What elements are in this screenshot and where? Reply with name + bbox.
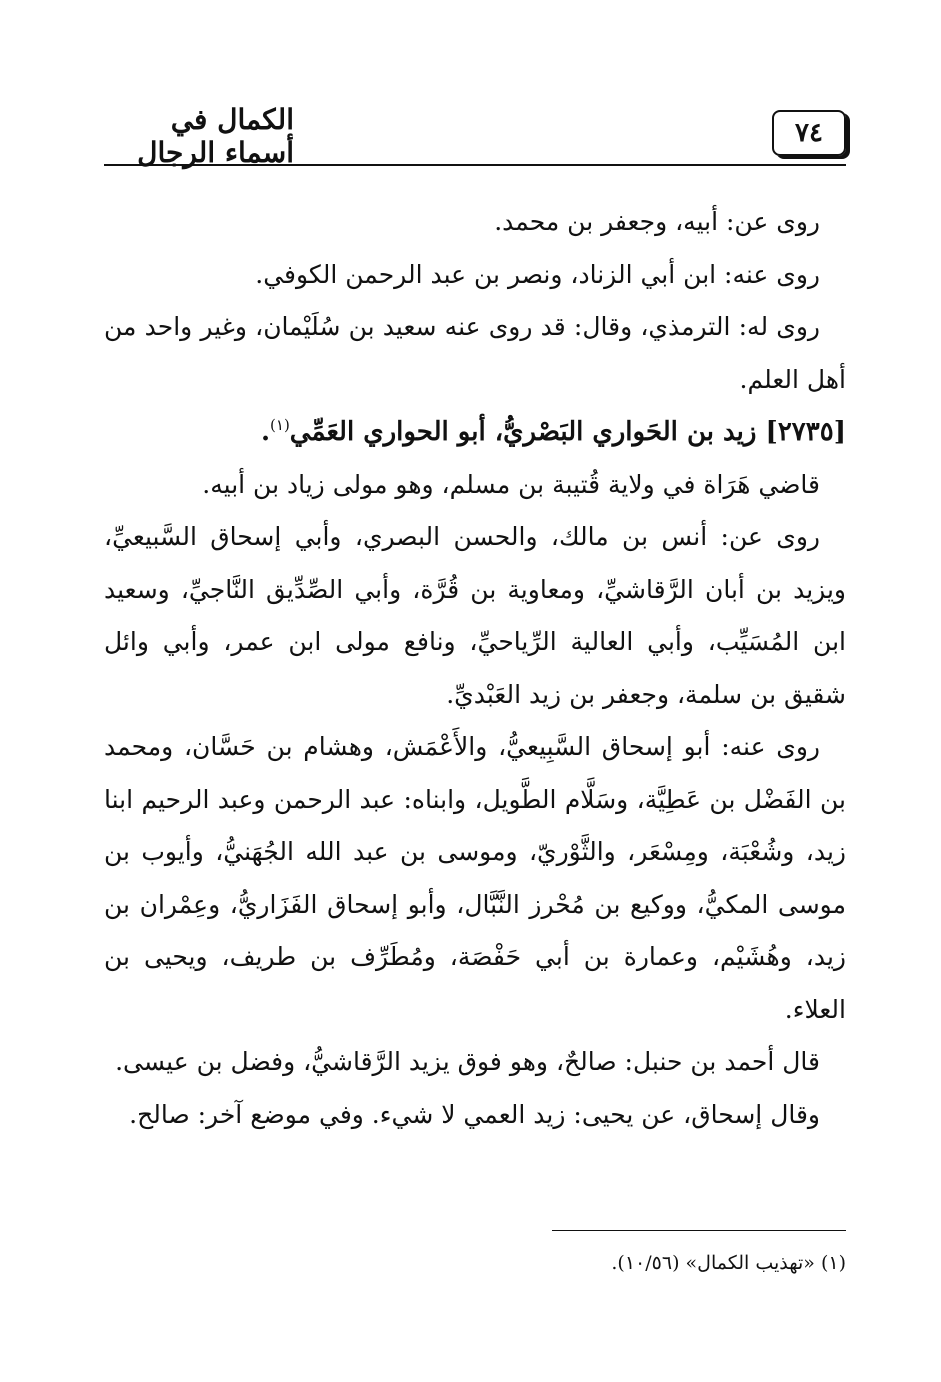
footnote-divider	[552, 1230, 846, 1231]
paragraph-entry-narrated-from: روى عن: أنس بن مالك، والحسن البصري، وأبي إسحاق السَّبيعيِّ، ويزيد بن أبان الرَّقاشيِّ، ومعاوية بن قُرَّة، وأبي الصِّدِّيق النَّاجيِّ، وسعيد ابن المُسَيِّب، وأبي العالية الرِّياحيِّ، ونافع مولى ابن عمر، وأبي وائل شقيق بن سلمة، وجعفر بن زيد العَبْديِّ.	[104, 522, 846, 709]
paragraph-entry-ahmad-opinion: قال أحمد بن حنبل: صالحٌ، وهو فوق يزيد الرَّقاشيُّ، وفضل بن عيسى.	[115, 1047, 820, 1076]
page-header	[104, 103, 846, 169]
paragraph-reported-by: روى له: الترمذي، وقال: قد روى عنه سعيد بن سُلَيْمان، وغير واحد من أهل العلم.	[104, 312, 846, 394]
footnote-1: (١) «تهذيب الكمال» (١٠/٥٦).	[611, 1252, 846, 1274]
header-divider	[104, 164, 846, 166]
paragraph-entry-ishaq-opinion: وقال إسحاق، عن يحيى: زيد العمي لا شيء. وفي موضع آخر: صالح.	[129, 1099, 820, 1129]
paragraph-narrated-by: روى عنه: ابن أبي الزناد، ونصر بن عبد الرحمن الكوفي.	[255, 259, 820, 289]
entry-heading-end: .	[260, 417, 271, 447]
entry-heading	[104, 406, 846, 459]
entry-heading-text: [٢٧٣٥] زيد بن الحَواري البَصْريُّ، أبو الحواري العَمِّي	[289, 417, 846, 447]
footnote-section	[104, 1248, 846, 1278]
paragraph-narrated-from: روى عن: أبيه، وجعفر بن محمد.	[494, 207, 820, 236]
main-text	[104, 196, 846, 1141]
paragraph-entry-narrated-by: روى عنه: أبو إسحاق السَّبِيعيُّ، والأَعْمَش، وهشام بن حَسَّان، ومحمد بن الفَضْل بن عَطِيَّة، وسَلَّام الطَّويل، وابناه: عبد الرحمن وعبد الرحيم ابنا زيد، وشُعْبَة، ومِسْعَر، والثَّوْريّ، وموسى بن عبد الله الجُهَنيُّ، وأيوب بن موسى المكيُّ، ووكيع بن مُحْرز النَّبَّال، وأبو إسحاق الفَزَاريُّ، وعِمْران بن زيد، وهُشَيْم، وعمارة بن أبي حَفْصَة، ومُطَرِّف بن طريف، ويحيى بن العلاء.	[104, 732, 846, 1024]
page-number: ٧٤	[772, 110, 846, 156]
paragraph-entry-description: قاضي هَرَاة في ولاية قُتيبة بن مسلم، وهو مولى زياد بن أبيه.	[202, 469, 820, 499]
book-title-calligraphy: الكمال في أسماء الرجال	[137, 103, 294, 169]
footnote-reference: (١)	[270, 416, 290, 434]
